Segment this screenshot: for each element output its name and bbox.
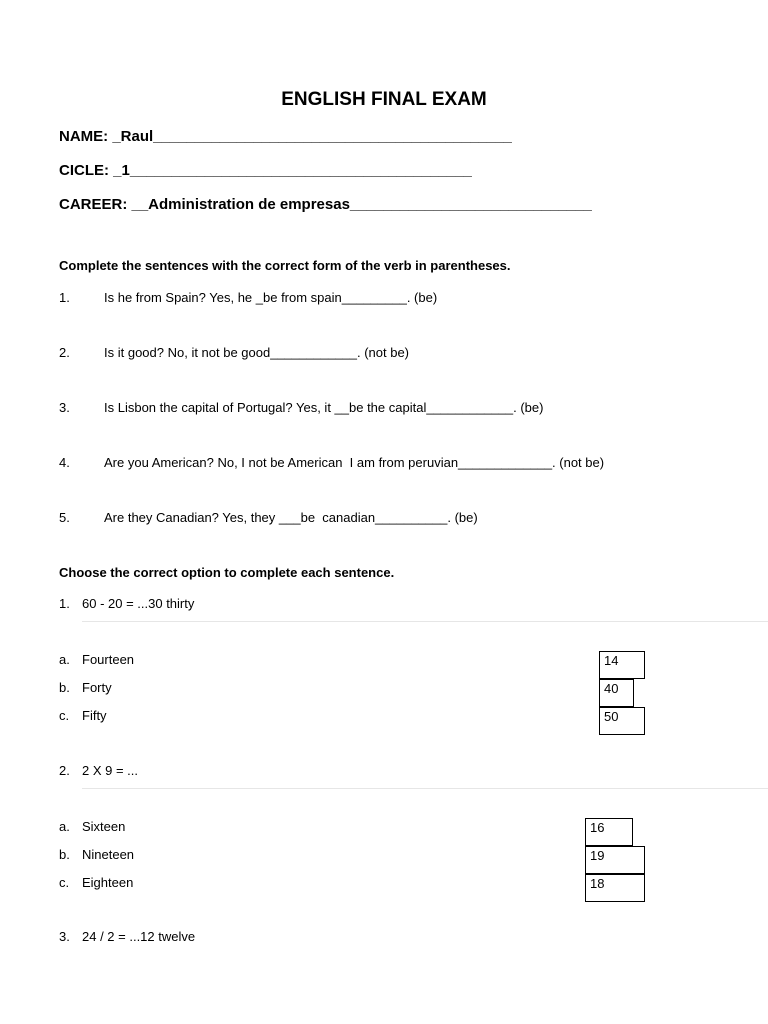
mc-question-number: 3. <box>59 929 70 944</box>
option-text: Sixteen <box>82 819 126 834</box>
answer-box[interactable]: 16 <box>585 818 633 846</box>
mc-question-number: 2. <box>59 763 70 778</box>
question-number: 2. <box>59 345 70 360</box>
option-letter: c. <box>59 875 70 890</box>
question-number: 4. <box>59 455 70 470</box>
section1-instruction: Complete the sentences with the correct form of the verb in parentheses. <box>59 258 511 273</box>
answer-box[interactable]: 50 <box>599 707 645 735</box>
answer-box[interactable]: 18 <box>585 874 645 902</box>
option-text: Eighteen <box>82 875 134 890</box>
question-text: Are you American? No, I not be American I am from peruvian_____________. (not be) <box>104 455 605 470</box>
question-text: Are they Canadian? Yes, they ___be canadian__________. (be) <box>104 510 478 525</box>
cicle-field: CICLE: _1_________________________________________ <box>59 162 472 179</box>
career-field: CAREER: __Administration de empresas_____________________________ <box>59 196 592 213</box>
option-text: Fourteen <box>82 652 135 667</box>
option-letter: a. <box>59 819 70 834</box>
option-letter: c. <box>59 708 70 723</box>
option-letter: a. <box>59 652 70 667</box>
option-text: Forty <box>82 680 112 695</box>
mc-question-text: 2 X 9 = ... <box>82 763 139 778</box>
answer-box[interactable]: 14 <box>599 651 645 679</box>
question-text: Is he from Spain? Yes, he _be from spain_________. (be) <box>104 290 438 305</box>
answer-box[interactable]: 19 <box>585 846 645 874</box>
option-letter: b. <box>59 847 70 862</box>
question-number: 5. <box>59 510 70 525</box>
mc-question-text: 24 / 2 = ...12 twelve <box>82 929 196 944</box>
mc-question-text: 60 - 20 = ...30 thirty <box>82 596 195 611</box>
answer-box[interactable]: 40 <box>599 679 634 707</box>
section2-instruction: Choose the correct option to complete each sentence. <box>59 565 395 580</box>
name-field: NAME: _Raul___________________________________________ <box>59 128 512 145</box>
question-text: Is Lisbon the capital of Portugal? Yes, it __be the capital____________. (be) <box>104 400 544 415</box>
option-text: Fifty <box>82 708 107 723</box>
divider <box>82 788 768 789</box>
divider <box>82 621 768 622</box>
option-letter: b. <box>59 680 70 695</box>
question-text: Is it good? No, it not be good____________. (not be) <box>104 345 410 360</box>
question-number: 1. <box>59 290 70 305</box>
question-number: 3. <box>59 400 70 415</box>
mc-question-number: 1. <box>59 596 70 611</box>
option-text: Nineteen <box>82 847 135 862</box>
page-title: ENGLISH FINAL EXAM <box>281 89 487 110</box>
